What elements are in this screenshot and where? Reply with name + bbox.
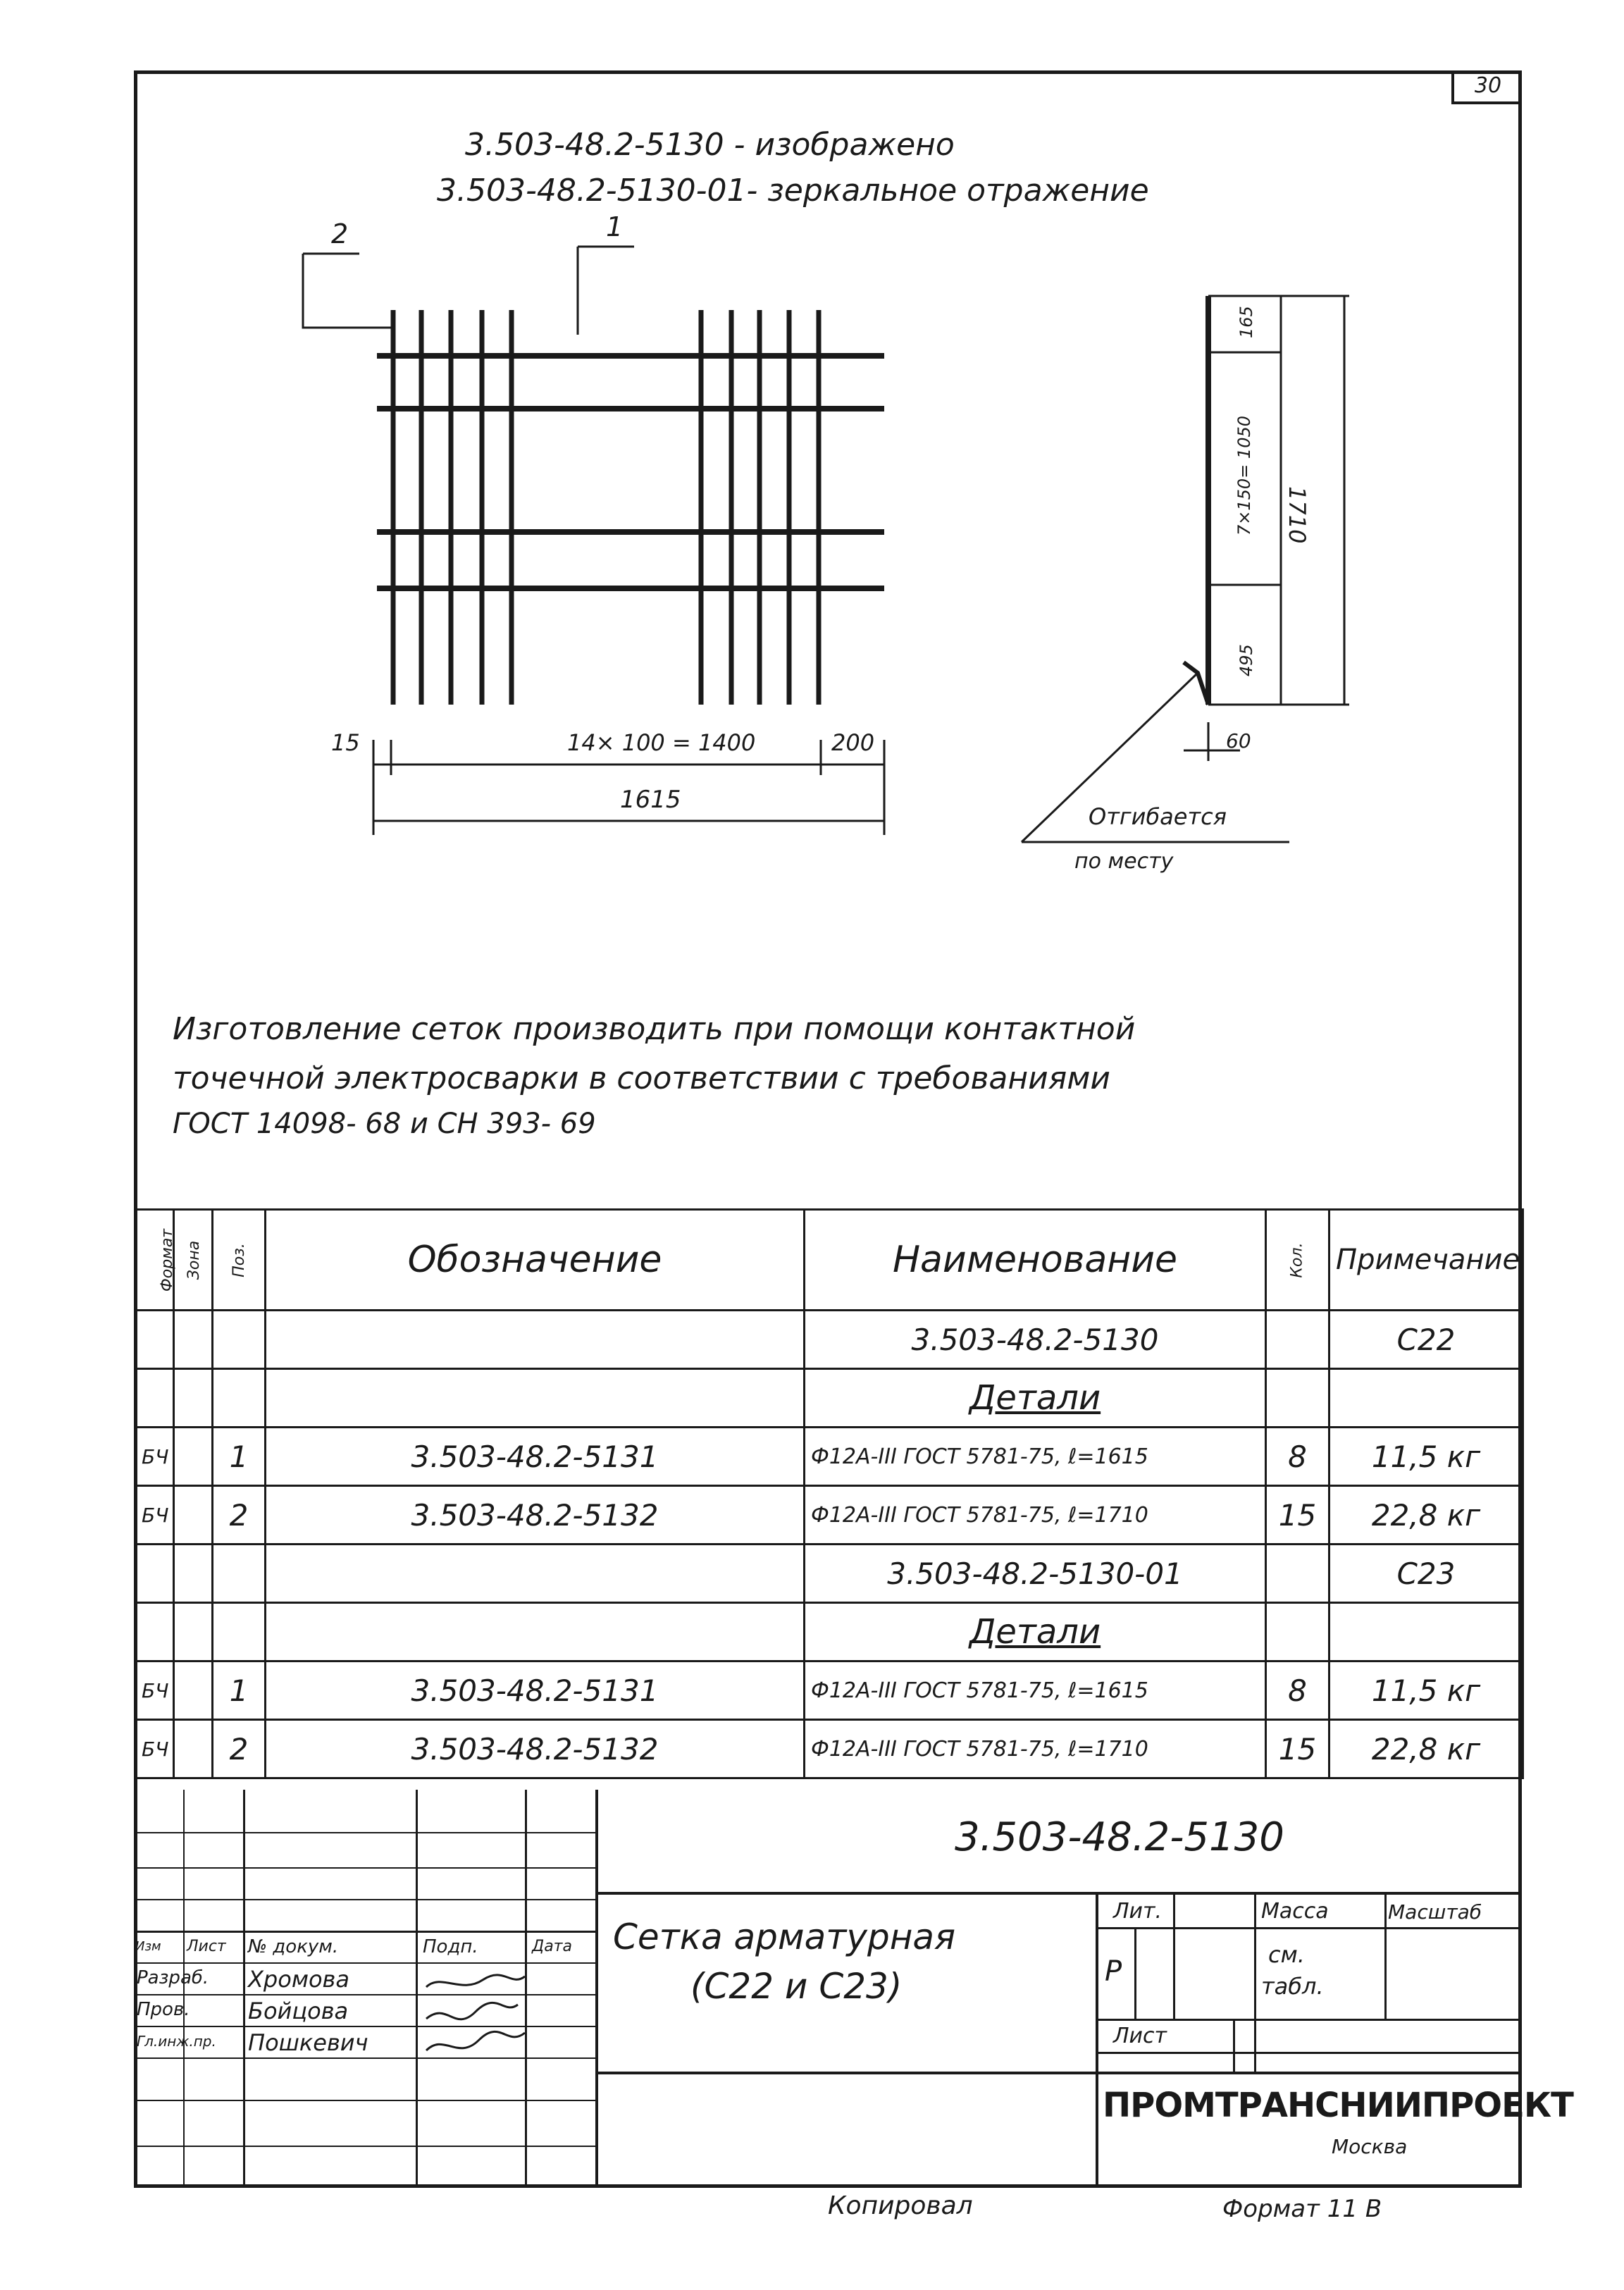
cell-designation: [266, 1545, 805, 1603]
cell-note: С23: [1329, 1545, 1523, 1603]
name-checker: Бойцова: [248, 1998, 349, 2024]
cell-qty: [1266, 1603, 1329, 1661]
title-block: [134, 1790, 1573, 2188]
cell-zone: [174, 1369, 213, 1428]
signatures: [419, 1966, 532, 2072]
col-date: Дата: [532, 1938, 572, 1955]
cell-name: Ф12А-III ГОСТ 5781-75, ℓ=1710: [805, 1720, 1266, 1778]
header-qty: Кол.: [1266, 1210, 1329, 1311]
cell-name: Ф12А-III ГОСТ 5781-75, ℓ=1615: [805, 1428, 1266, 1486]
dim-total: 1615: [620, 786, 681, 814]
table-row: [135, 1720, 1523, 1778]
side-dim-bottom: 495: [1236, 644, 1256, 676]
cell-name: 3.503-48.2-5130: [805, 1311, 1266, 1369]
side-bar-view: [1022, 296, 1349, 842]
col-izm: Изм: [135, 1939, 161, 1954]
cell-designation: 3.503-48.2-5132: [266, 1486, 805, 1545]
cell-note: [1329, 1369, 1523, 1428]
cell-zone: [174, 1603, 213, 1661]
header-line-2: 3.503-48.2-5130-01- зеркальное отражение: [437, 173, 1149, 209]
cell-designation: 3.503-48.2-5131: [266, 1428, 805, 1486]
sheet-number: 30: [1451, 70, 1522, 104]
cell-format: БЧ: [135, 1720, 174, 1778]
dim-middle: 14× 100 = 1400: [567, 729, 756, 756]
cell-designation: [266, 1369, 805, 1428]
cell-qty: 15: [1266, 1720, 1329, 1778]
cell-pos: 1: [213, 1428, 266, 1486]
cell-format: [135, 1603, 174, 1661]
org-city: Москва: [1332, 2135, 1408, 2158]
table-row: [135, 1369, 1523, 1428]
side-dim-bend: 60: [1226, 729, 1251, 753]
cell-designation: [266, 1311, 805, 1369]
name-developer: Хромова: [248, 1966, 349, 1993]
table-row: [135, 1603, 1523, 1661]
pos-label-1: 1: [606, 211, 624, 242]
cell-note: 22,8 кг: [1329, 1486, 1523, 1545]
name-chief-engineer: Пошкевич: [248, 2029, 368, 2056]
table-row: [135, 1428, 1523, 1486]
cell-format: БЧ: [135, 1486, 174, 1545]
cell-zone: [174, 1545, 213, 1603]
mass-value-line-2: табл.: [1261, 1973, 1324, 2000]
cell-format: БЧ: [135, 1661, 174, 1720]
side-dim-top: 165: [1236, 306, 1256, 338]
header-pos: Поз.: [213, 1210, 266, 1311]
cell-pos: [213, 1545, 266, 1603]
cell-note: 11,5 кг: [1329, 1428, 1523, 1486]
lit-value: Р: [1105, 1955, 1122, 1988]
note-line-1: Изготовление сеток производить при помощи контактной: [173, 1011, 1136, 1047]
cell-note: 22,8 кг: [1329, 1720, 1523, 1778]
cell-zone: [174, 1428, 213, 1486]
header-format: Формат: [135, 1210, 174, 1311]
bend-note-line-1: Отгибается: [1089, 803, 1227, 830]
pos-label-2: 2: [331, 218, 349, 249]
cell-note: С22: [1329, 1311, 1523, 1369]
title-line-2: (С22 и С23): [690, 1966, 903, 2007]
copied-label: Копировал: [828, 2191, 973, 2220]
table-row: [135, 1661, 1523, 1720]
cell-qty: [1266, 1369, 1329, 1428]
cell-zone: [174, 1720, 213, 1778]
cell-pos: [213, 1603, 266, 1661]
cell-name: Детали: [805, 1603, 1266, 1661]
cell-pos: 2: [213, 1486, 266, 1545]
role-checker: Пров.: [137, 1999, 190, 2020]
cell-qty: [1266, 1311, 1329, 1369]
cell-pos: [213, 1311, 266, 1369]
org-name: ПРОМТРАНСНИИПРОЕКТ: [1103, 2086, 1573, 2125]
col-sign: Подп.: [423, 1936, 478, 1957]
lit-label: Лит.: [1113, 1899, 1163, 1924]
cell-pos: 2: [213, 1720, 266, 1778]
side-dim-mid: 7×150= 1050: [1234, 415, 1254, 536]
dim-right: 200: [831, 729, 875, 756]
cell-zone: [174, 1311, 213, 1369]
cell-pos: [213, 1369, 266, 1428]
cell-qty: 15: [1266, 1486, 1329, 1545]
cell-name: 3.503-48.2-5130-01: [805, 1545, 1266, 1603]
cell-designation: [266, 1603, 805, 1661]
cell-designation: 3.503-48.2-5131: [266, 1661, 805, 1720]
cell-note: 11,5 кг: [1329, 1661, 1523, 1720]
title-line-1: Сетка арматурная: [613, 1917, 956, 1957]
header-note: Примечание: [1329, 1210, 1523, 1311]
cell-designation: 3.503-48.2-5132: [266, 1720, 805, 1778]
spec-header-row: [135, 1210, 1523, 1311]
cell-format: [135, 1545, 174, 1603]
side-dim-total: 1710: [1284, 486, 1310, 544]
table-row: [135, 1486, 1523, 1545]
doc-code: 3.503-48.2-5130: [955, 1814, 1284, 1860]
cell-zone: [174, 1661, 213, 1720]
cell-pos: 1: [213, 1661, 266, 1720]
cell-qty: 8: [1266, 1428, 1329, 1486]
cell-zone: [174, 1486, 213, 1545]
cell-note: [1329, 1603, 1523, 1661]
bend-note-line-2: по месту: [1074, 849, 1174, 874]
table-row: [135, 1311, 1523, 1369]
mass-value-line-1: см.: [1268, 1941, 1305, 1968]
col-list: Лист: [187, 1938, 226, 1955]
cell-name: Ф12А-III ГОСТ 5781-75, ℓ=1615: [805, 1661, 1266, 1720]
specification-table: [134, 1208, 1522, 1779]
sheet-label: Лист: [1113, 2024, 1167, 2048]
scale-label: Масштаб: [1388, 1900, 1482, 1924]
cell-format: БЧ: [135, 1428, 174, 1486]
header-designation: Обозначение: [266, 1210, 805, 1311]
table-row: [135, 1545, 1523, 1603]
role-chief-engineer: Гл.инж.пр.: [137, 2033, 216, 2050]
col-doc-no: № докум.: [248, 1936, 339, 1957]
format-label: Формат 11 В: [1222, 2195, 1382, 2223]
cell-name: Ф12А-III ГОСТ 5781-75, ℓ=1710: [805, 1486, 1266, 1545]
dim-left: 15: [331, 729, 360, 756]
header-line-1: 3.503-48.2-5130 - изображено: [465, 127, 955, 163]
vertical-bars-right: [701, 310, 819, 705]
mass-label: Масса: [1261, 1899, 1329, 1924]
role-developer: Разраб.: [137, 1967, 209, 1988]
vertical-bars-left: [393, 310, 512, 705]
cell-qty: 8: [1266, 1661, 1329, 1720]
header-name: Наименование: [805, 1210, 1266, 1311]
cell-format: [135, 1369, 174, 1428]
cell-format: [135, 1311, 174, 1369]
note-line-3: ГОСТ 14098- 68 и СН 393- 69: [173, 1108, 596, 1140]
header-zone: Зона: [174, 1210, 213, 1311]
cell-qty: [1266, 1545, 1329, 1603]
note-line-2: точечной электросварки в соответствии с требованиями: [173, 1060, 1110, 1096]
leader-pos-2: [303, 254, 395, 328]
cell-name: Детали: [805, 1369, 1266, 1428]
